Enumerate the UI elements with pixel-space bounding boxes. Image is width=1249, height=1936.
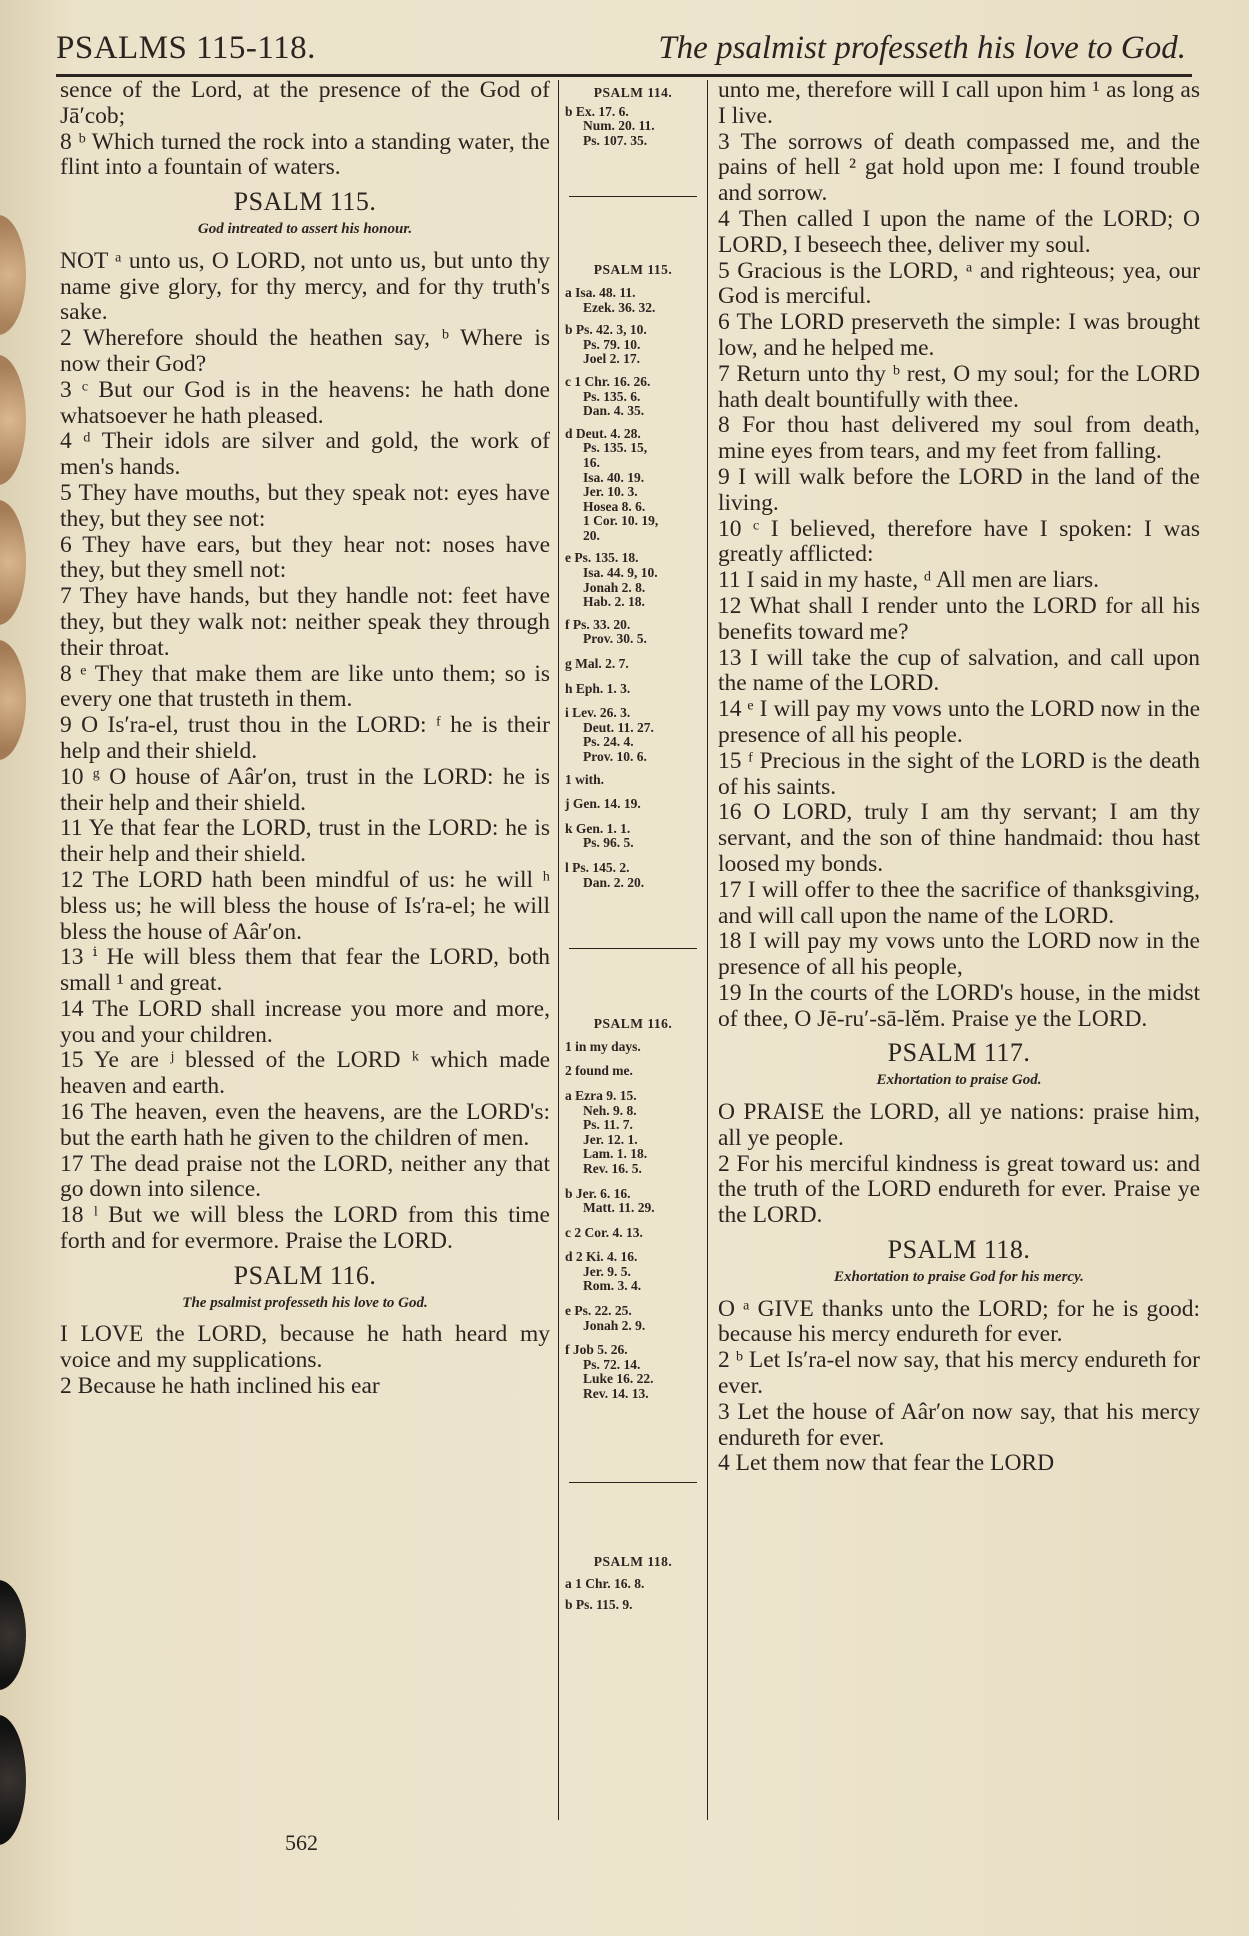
verse: 8 ᵇ Which turned the rock into a standing water, the flint into a fountain of waters. xyxy=(60,128,550,181)
thumb-index-tab[interactable] xyxy=(0,640,26,760)
ref-line: Ps. 72. 14. xyxy=(583,1356,641,1372)
ref-line: f Job 5. 26. xyxy=(565,1342,628,1358)
verse: 4 ᵈ Their idols are silver and gold, the work of men's hands. xyxy=(60,428,550,481)
psalm-summary: God intreated to assert his honour. xyxy=(197,220,413,237)
verse: 3 The sorrows of death compassed me, and the pains of hell ² gat hold upon me: I found trouble and sorrow. xyxy=(718,128,1200,207)
verse: 14 ᵉ I will pay my vows unto the LORD now in the presence of all his people. xyxy=(718,696,1200,748)
psalm-summary: Exhortation to praise God. xyxy=(876,1072,1042,1089)
ref-line: Rev. 14. 13. xyxy=(583,1386,649,1402)
ref-line: 20. xyxy=(583,527,600,543)
ref-line: Num. 20. 11. xyxy=(583,118,655,134)
verse: sence of the Lord, at the presence of the God of Jā′cob; xyxy=(60,77,550,129)
thumb-index-tab[interactable] xyxy=(0,1715,26,1845)
ref-line: 1 Cor. 10. 19, xyxy=(583,513,659,529)
ref-heading: PSALM 114. xyxy=(593,85,673,100)
ref-line: b Jer. 6. 16. xyxy=(565,1185,631,1201)
verse: 13 I will take the cup of salvation, and call upon the name of the LORD. xyxy=(718,644,1200,697)
verse: 9 O Is′ra-el, trust thou in the LORD: ᶠ he is their help and their shield. xyxy=(60,712,550,764)
column-divider xyxy=(707,80,708,1820)
verse: 14 The LORD shall increase you more and more, you and your children. xyxy=(60,995,550,1048)
verse: 8 ᵉ They that make them are like unto them; so is every one that trusteth in them. xyxy=(60,660,550,713)
verse: O PRAISE the LORD, all ye nations: praise him, all ye people. xyxy=(718,1099,1200,1151)
verse: 4 Let them now that fear the LORD xyxy=(718,1450,1055,1477)
verse: 5 They have mouths, but they speak not: eyes have they, but they see not: xyxy=(60,479,550,532)
ref-line: Rev. 16. 5. xyxy=(583,1160,642,1176)
verse: 10 ᶜ I believed, therefore have I spoken: I was greatly afflicted: xyxy=(718,515,1200,568)
ref-line: Deut. 11. 27. xyxy=(583,719,654,735)
verse: 10 ᵍ O house of Aâr′on, trust in the LORD: he is their help and their shield. xyxy=(60,763,550,816)
ref-line: Lam. 1. 18. xyxy=(583,1146,648,1162)
psalm-title: PSALM 118. xyxy=(887,1235,1031,1265)
verse: 17 The dead praise not the LORD, neither any that go down into silence. xyxy=(60,1150,550,1203)
ref-line: Ps. 11. 7. xyxy=(583,1117,633,1133)
ref-line: c 1 Chr. 16. 26. xyxy=(565,373,651,389)
verse: 18 ˡ But we will bless the LORD from this time forth and for evermore. Praise the LORD. xyxy=(60,1202,550,1255)
verse: 5 Gracious is the LORD, ᵃ and righteous; yea, our God is merciful. xyxy=(718,257,1200,310)
ref-line: l Ps. 145. 2. xyxy=(565,859,630,875)
ref-heading: PSALM 118. xyxy=(593,1553,673,1569)
verse: 3 ᶜ But our God is in the heavens: he hath done whatsoever he hath pleased. xyxy=(60,376,550,429)
thumb-index-tab[interactable] xyxy=(0,1580,26,1690)
ref-line: Neh. 9. 8. xyxy=(583,1102,637,1118)
ref-line: c 2 Cor. 4. 13. xyxy=(565,1224,643,1240)
ref-line: d Deut. 4. 28. xyxy=(565,425,641,441)
ref-line: g Mal. 2. 7. xyxy=(565,656,629,672)
ref-line: k Gen. 1. 1. xyxy=(565,820,631,836)
psalm-title: PSALM 116. xyxy=(233,1260,377,1290)
cross-reference-column xyxy=(563,80,703,1612)
ref-line: 1 with. xyxy=(565,771,605,787)
ref-line: Ezek. 36. 32. xyxy=(583,299,656,315)
left-text-column xyxy=(60,78,550,1400)
ref-line: Ps. 96. 5. xyxy=(583,835,634,851)
verse: 11 Ye that fear the LORD, trust in the LORD: he is their help and their shield. xyxy=(60,815,550,868)
ref-line: Matt. 11. 29. xyxy=(583,1200,655,1216)
ref-line: Isa. 40. 19. xyxy=(583,469,645,485)
ref-line: i Lev. 26. 3. xyxy=(565,705,631,721)
psalm-summary: The psalmist professeth his love to God. xyxy=(182,1294,428,1311)
verse: 7 Return unto thy ᵇ rest, O my soul; for the LORD hath dealt bountifully with thee. xyxy=(718,360,1200,413)
verse: 12 The LORD hath been mindful of us: he will ʰ bless us; he will bless the house of Is′ra-el; he will bless the house of Aâr′on. xyxy=(60,866,550,945)
verse: 18 I will pay my vows unto the LORD now in the presence of all his people, xyxy=(718,928,1200,981)
verse: 15 ᶠ Precious in the sight of the LORD is the death of his saints. xyxy=(718,747,1200,800)
column-divider xyxy=(558,80,559,1820)
ref-line: Ps. 24. 4. xyxy=(583,734,634,750)
ref-line: e Ps. 135. 18. xyxy=(565,550,639,566)
ref-line: Rom. 3. 4. xyxy=(583,1278,642,1294)
ref-heading: PSALM 116. xyxy=(593,1016,673,1032)
running-header xyxy=(56,22,1186,82)
verse: 16 The heaven, even the heavens, are the LORD's: but the earth hath he given to the children of men. xyxy=(60,1099,550,1151)
ref-line: a Ezra 9. 15. xyxy=(565,1087,637,1103)
verse: 17 I will offer to thee the sacrifice of thanksgiving, and will call upon the name of the LORD. xyxy=(718,876,1200,929)
verse: unto me, therefore will I call upon him ¹ as long as I live. xyxy=(718,77,1200,129)
verse: 8 For thou hast delivered my soul from death, mine eyes from tears, and my feet from falling. xyxy=(718,412,1200,465)
verse: 2 For his merciful kindness is great toward us: and the truth of the LORD endureth for ever. Praise ye the LORD. xyxy=(718,1150,1200,1229)
ref-line: Dan. 2. 20. xyxy=(583,874,645,890)
ref-line: Jer. 9. 5. xyxy=(583,1263,631,1279)
verse: 9 I will walk before the LORD in the land of the living. xyxy=(718,463,1200,516)
verse: 16 O LORD, truly I am thy servant; I am thy servant, and the son of thine handmaid: thou hast loosed my bonds. xyxy=(718,799,1200,877)
ref-line: Joel 2. 17. xyxy=(583,351,640,367)
thumb-index-tab[interactable] xyxy=(0,215,26,335)
ref-line: 2 found me. xyxy=(565,1063,633,1079)
ref-line: Luke 16. 22. xyxy=(583,1371,654,1387)
thumb-index-tab[interactable] xyxy=(0,355,26,485)
verse: 7 They have hands, but they handle not: feet have they, but they walk not: neither speak they through their throat. xyxy=(60,583,550,661)
ref-line: Ps. 79. 10. xyxy=(583,336,641,352)
psalm-summary: Exhortation to praise God for his mercy. xyxy=(834,1268,1084,1285)
ref-line: e Ps. 22. 25. xyxy=(565,1303,632,1319)
ref-line: Jonah 2. 8. xyxy=(583,579,646,595)
ref-line: b Ps. 42. 3, 10. xyxy=(565,322,647,338)
page-number: 562 xyxy=(285,1830,318,1855)
ref-line: Hosea 8. 6. xyxy=(583,498,646,514)
verse: NOT ᵃ unto us, O LORD, not unto us, but unto thy name give glory, for thy mercy, and for thy truth's sake. xyxy=(60,247,550,326)
verse: 2 ᵇ Let Is′ra-el now say, that his mercy endureth for ever. xyxy=(718,1347,1200,1400)
verse: 12 What shall I render unto the LORD for all his benefits toward me? xyxy=(718,592,1200,645)
ref-line: Ps. 107. 35. xyxy=(583,132,648,148)
verse: I LOVE the LORD, because he hath heard my voice and my supplications. xyxy=(60,1321,550,1374)
psalm-title: PSALM 115. xyxy=(233,187,377,217)
verse: 19 In the courts of the LORD's house, in the midst of thee, O Jē-ru′-sā-lĕm. Praise ye the LORD. xyxy=(718,979,1200,1032)
ref-line: f Ps. 33. 20. xyxy=(565,616,631,632)
verse: 3 Let the house of Aâr′on now say, that his mercy endureth for ever. xyxy=(718,1398,1200,1451)
verse: 13 ⁱ He will bless them that fear the LORD, both small ¹ and great. xyxy=(60,944,550,997)
psalm-title: PSALM 117. xyxy=(887,1038,1031,1068)
ref-line: Hab. 2. 18. xyxy=(583,594,645,610)
ref-line: h Eph. 1. 3. xyxy=(565,680,631,696)
ref-line: Ps. 135. 15, xyxy=(583,440,648,456)
thumb-index-tab[interactable] xyxy=(0,500,26,625)
ref-line: a Isa. 48. 11. xyxy=(565,284,636,300)
header-book: PSALMS 115-118. xyxy=(56,30,316,66)
verse: 2 Wherefore should the heathen say, ᵇ Where is now their God? xyxy=(60,325,550,377)
ref-line: Ps. 135. 6. xyxy=(583,388,641,404)
verse: 6 They have ears, but they hear not: noses have they, but they smell not: xyxy=(60,531,550,584)
ref-line: b Ps. 115. 9. xyxy=(565,1596,633,1612)
verse: 6 The LORD preserveth the simple: I was brought low, and he helped me. xyxy=(718,309,1200,361)
ref-line: Prov. 30. 5. xyxy=(583,631,647,647)
ref-line: a 1 Chr. 16. 8. xyxy=(565,1576,645,1592)
ref-line: j Gen. 14. 19. xyxy=(565,796,641,812)
ref-line: Prov. 10. 6. xyxy=(583,749,647,764)
header-topic: The psalmist professeth his love to God. xyxy=(658,30,1186,66)
verse: 4 Then called I upon the name of the LORD; O LORD, I beseech thee, deliver my soul. xyxy=(718,205,1200,258)
ref-line: 16. xyxy=(583,454,600,470)
verse: 2 Because he hath inclined his ear xyxy=(60,1373,380,1400)
ref-line: Dan. 4. 35. xyxy=(583,403,645,419)
ref-line: b Ex. 17. 6. xyxy=(565,103,629,119)
ref-line: Jer. 10. 3. xyxy=(583,484,638,500)
ref-line: Jonah 2. 9. xyxy=(583,1317,646,1333)
ref-line: 1 in my days. xyxy=(565,1038,641,1054)
ref-line: Isa. 44. 9, 10. xyxy=(583,565,658,581)
verse: O ᵃ GIVE thanks unto the LORD; for he is good: because his mercy endureth for ever. xyxy=(718,1295,1200,1348)
verse: 15 Ye are ʲ blessed of the LORD ᵏ which made heaven and earth. xyxy=(60,1047,550,1100)
ref-line: d 2 Ki. 4. 16. xyxy=(565,1249,638,1265)
ref-heading: PSALM 115. xyxy=(593,262,673,278)
right-text-column xyxy=(718,78,1200,1477)
verse: 11 I said in my haste, ᵈ All men are liars. xyxy=(718,567,1100,594)
ref-line: Jer. 12. 1. xyxy=(583,1131,638,1147)
